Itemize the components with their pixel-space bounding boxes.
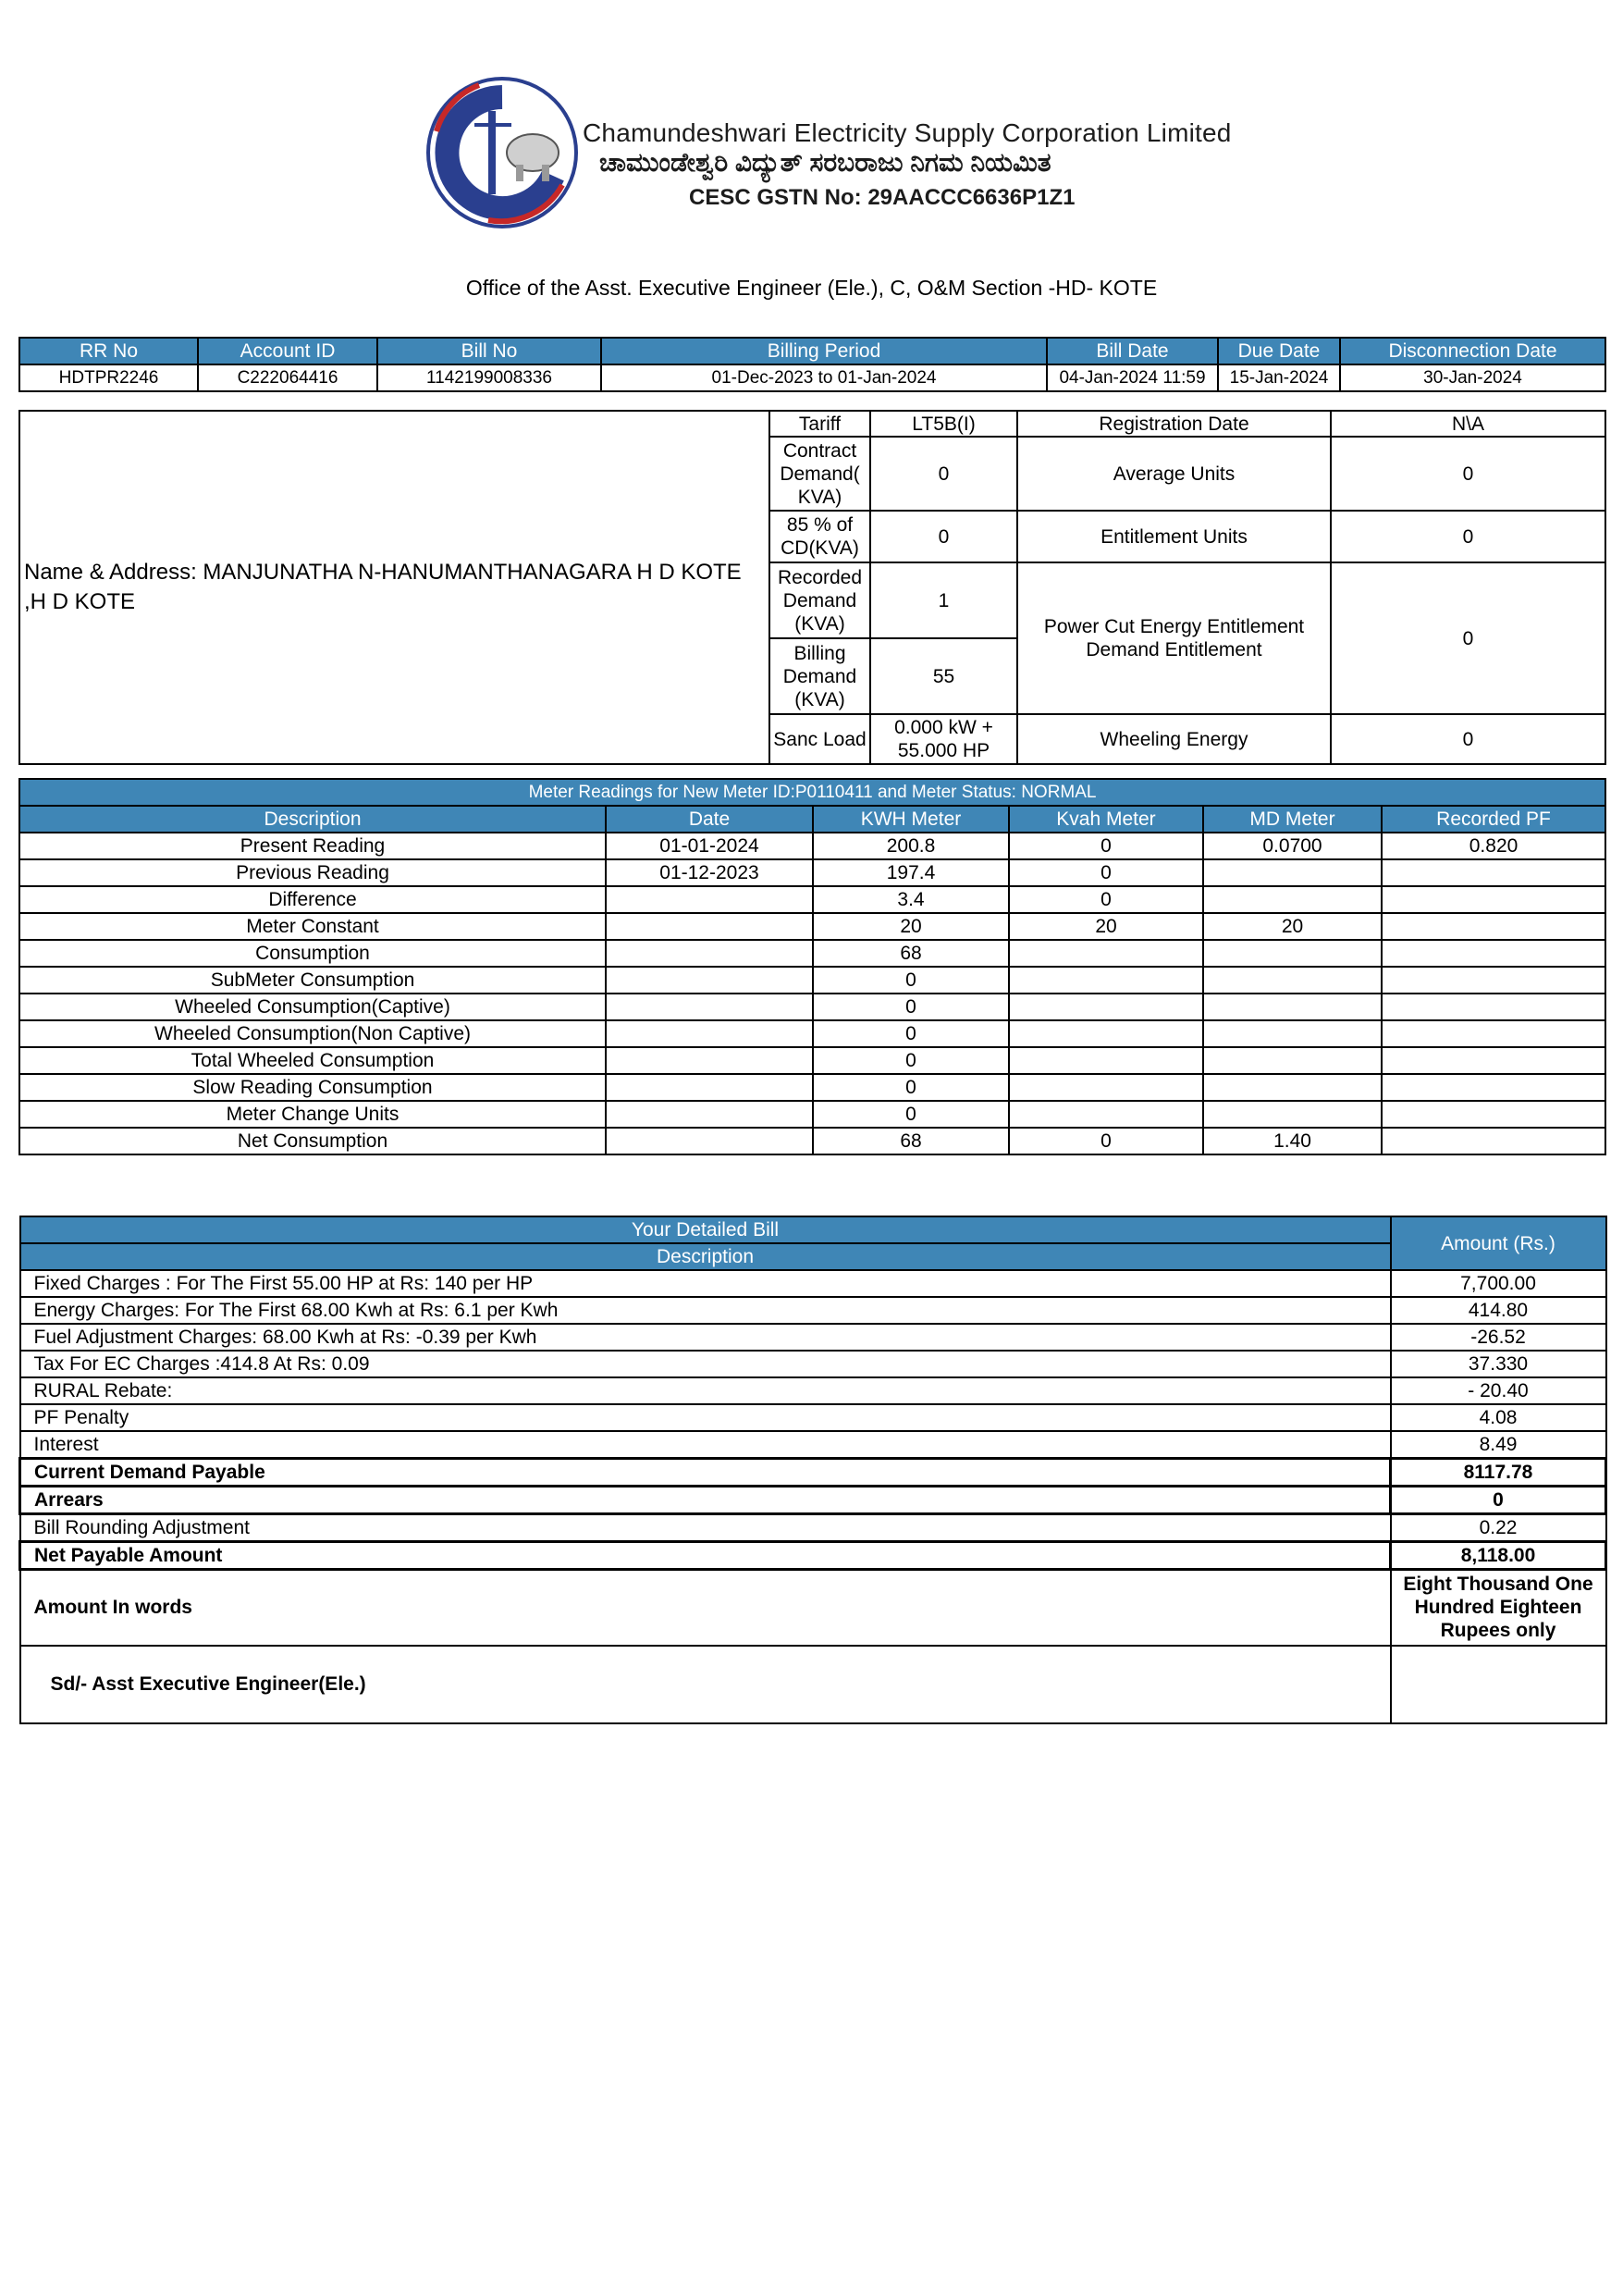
- current-demand-label: Current Demand Payable: [20, 1459, 1391, 1487]
- meter-cell-description: Wheeled Consumption(Non Captive): [19, 1020, 606, 1047]
- power-cut-label: Power Cut Energy Entitlement Demand Entitlement: [1017, 562, 1331, 714]
- meter-cell-pf: [1382, 1074, 1605, 1101]
- meter-cell-description: Meter Constant: [19, 913, 606, 940]
- meter-cell-md: 20: [1203, 913, 1382, 940]
- company-name-kannada: ಚಾಮುಂಡೇಶ್ವರಿ ವಿದ್ಯುತ್ ಸರಬರಾಜು ನಿಗಮ ನಿಯಮಿತ: [599, 148, 1051, 177]
- rr-no: HDTPR2246: [19, 364, 198, 391]
- meter-cell-kwh: 0: [813, 1020, 1009, 1047]
- charge-amount: 8.49: [1391, 1431, 1606, 1459]
- recorded-demand-value: 1: [870, 562, 1017, 638]
- charge-description: Energy Charges: For The First 68.00 Kwh at Rs: 6.1 per Kwh: [20, 1297, 1391, 1324]
- sanc-load-value: 0.000 kW + 55.000 HP: [870, 714, 1017, 764]
- bill-summary-values: [19, 364, 1605, 391]
- amount-in-words-value: Eight Thousand One Hundred Eighteen Rupees only: [1391, 1570, 1606, 1646]
- header-billing-period: Billing Period: [601, 338, 1047, 364]
- meter-row: [19, 913, 1605, 940]
- bill-no: 1142199008336: [377, 364, 601, 391]
- net-payable-label: Net Payable Amount: [20, 1542, 1391, 1570]
- meter-header-kwh: KWH Meter: [813, 806, 1009, 833]
- registration-date-label: Registration Date: [1017, 411, 1331, 437]
- meter-cell-kvah: [1009, 940, 1203, 967]
- charge-amount: -26.52: [1391, 1324, 1606, 1351]
- meter-cell-pf: [1382, 913, 1605, 940]
- meter-row: [19, 1047, 1605, 1074]
- meter-cell-description: Wheeled Consumption(Captive): [19, 994, 606, 1020]
- current-demand-value: 8117.78: [1391, 1459, 1606, 1487]
- charge-row: [20, 1377, 1606, 1404]
- meter-cell-kwh: 200.8: [813, 833, 1009, 859]
- tariff-label: Tariff: [769, 411, 870, 437]
- tariff-value: LT5B(I): [870, 411, 1017, 437]
- meter-cell-date: [606, 913, 813, 940]
- meter-cell-kvah: [1009, 1101, 1203, 1128]
- signature: Sd/- Asst Executive Engineer(Ele.): [20, 1646, 1391, 1723]
- company-name: Chamundeshwari Electricity Supply Corporation Limited: [583, 118, 1232, 147]
- meter-cell-kvah: [1009, 994, 1203, 1020]
- meter-cell-pf: [1382, 994, 1605, 1020]
- meter-cell-description: Meter Change Units: [19, 1101, 606, 1128]
- meter-cell-date: [606, 1047, 813, 1074]
- meter-cell-kwh: 68: [813, 940, 1009, 967]
- meter-cell-kvah: [1009, 1047, 1203, 1074]
- charge-amount: 37.330: [1391, 1351, 1606, 1377]
- meter-cell-pf: [1382, 1128, 1605, 1154]
- meter-cell-description: Difference: [19, 886, 606, 913]
- meter-cell-kwh: 20: [813, 913, 1009, 940]
- billing-demand-label: Billing Demand (KVA): [769, 638, 870, 714]
- header-disconnection-date: Disconnection Date: [1340, 338, 1605, 364]
- bill-summary-header: [19, 338, 1605, 364]
- customer-name-address: Name & Address: MANJUNATHA N-HANUMANTHANAGARA H D KOTE ,H D KOTE: [19, 411, 769, 764]
- meter-cell-description: Consumption: [19, 940, 606, 967]
- charge-amount: - 20.40: [1391, 1377, 1606, 1404]
- meter-cell-kwh: 0: [813, 1047, 1009, 1074]
- meter-cell-pf: [1382, 1101, 1605, 1128]
- meter-row: [19, 1074, 1605, 1101]
- meter-cell-kwh: 0: [813, 1074, 1009, 1101]
- charge-row: [20, 1404, 1606, 1431]
- meter-cell-date: [606, 1020, 813, 1047]
- charge-description: Fuel Adjustment Charges: 68.00 Kwh at Rs: -0.39 per Kwh: [20, 1324, 1391, 1351]
- meter-cell-kvah: 0: [1009, 886, 1203, 913]
- meter-cell-pf: [1382, 967, 1605, 994]
- meter-cell-kvah: 20: [1009, 913, 1203, 940]
- recorded-demand-label: Recorded Demand (KVA): [769, 562, 870, 638]
- cd85-label: 85 % of CD(KVA): [769, 511, 870, 562]
- meter-row: [19, 1128, 1605, 1154]
- detailed-bill-title: Your Detailed Bill: [20, 1216, 1391, 1243]
- header-bill-no: Bill No: [377, 338, 601, 364]
- disconnection-date: 30-Jan-2024: [1340, 364, 1605, 391]
- average-units-value: 0: [1331, 437, 1605, 511]
- charge-row: [20, 1324, 1606, 1351]
- contract-demand-value: 0: [870, 437, 1017, 511]
- arrears-value: 0: [1391, 1487, 1606, 1514]
- meter-cell-description: Present Reading: [19, 833, 606, 859]
- bill-date: 04-Jan-2024 11:59: [1047, 364, 1218, 391]
- amount-header: Amount (Rs.): [1391, 1216, 1606, 1270]
- gstn-number: CESC GSTN No: 29AACCC6636P1Z1: [689, 185, 1076, 210]
- meter-cell-kvah: 0: [1009, 1128, 1203, 1154]
- meter-cell-date: [606, 1101, 813, 1128]
- header-account-id: Account ID: [198, 338, 377, 364]
- meter-row: [19, 1101, 1605, 1128]
- meter-cell-date: 01-01-2024: [606, 833, 813, 859]
- charge-amount: 7,700.00: [1391, 1270, 1606, 1297]
- meter-cell-md: [1203, 967, 1382, 994]
- meter-cell-pf: [1382, 1047, 1605, 1074]
- meter-cell-md: [1203, 859, 1382, 886]
- charge-row: [20, 1297, 1606, 1324]
- amount-in-words-label: Amount In words: [20, 1570, 1391, 1646]
- meter-cell-date: [606, 886, 813, 913]
- header-bill-date: Bill Date: [1047, 338, 1218, 364]
- meter-cell-md: [1203, 1074, 1382, 1101]
- charge-row: [20, 1351, 1606, 1377]
- meter-cell-date: [606, 940, 813, 967]
- meter-row: [19, 994, 1605, 1020]
- meter-row: [19, 886, 1605, 913]
- due-date: 15-Jan-2024: [1218, 364, 1340, 391]
- office-title: Office of the Asst. Executive Engineer (Ele.), C, O&M Section -HD- KOTE: [465, 276, 1158, 300]
- meter-cell-md: [1203, 1047, 1382, 1074]
- charge-description: PF Penalty: [20, 1404, 1391, 1431]
- charge-amount: 4.08: [1391, 1404, 1606, 1431]
- arrears-label: Arrears: [20, 1487, 1391, 1514]
- meter-title: Meter Readings for New Meter ID:P0110411 and Meter Status: NORMAL: [19, 779, 1605, 806]
- charge-description: RURAL Rebate:: [20, 1377, 1391, 1404]
- meter-cell-pf: [1382, 1020, 1605, 1047]
- meter-cell-md: [1203, 1020, 1382, 1047]
- cesc-logo: [424, 74, 581, 231]
- wheeling-energy-value: 0: [1331, 714, 1605, 764]
- meter-cell-md: 0.0700: [1203, 833, 1382, 859]
- charge-row: [20, 1431, 1606, 1459]
- billing-demand-value: 55: [870, 638, 1017, 714]
- meter-header-md: MD Meter: [1203, 806, 1382, 833]
- meter-cell-kwh: 0: [813, 967, 1009, 994]
- contract-demand-label: Contract Demand( KVA): [769, 437, 870, 511]
- meter-cell-pf: [1382, 886, 1605, 913]
- meter-header-description: Description: [19, 806, 606, 833]
- rounding-label: Bill Rounding Adjustment: [20, 1514, 1391, 1542]
- meter-cell-description: Slow Reading Consumption: [19, 1074, 606, 1101]
- meter-cell-kwh: 0: [813, 994, 1009, 1020]
- meter-cell-md: [1203, 886, 1382, 913]
- meter-row: [19, 967, 1605, 994]
- meter-cell-kwh: 68: [813, 1128, 1009, 1154]
- meter-row: [19, 940, 1605, 967]
- meter-row: [19, 1020, 1605, 1047]
- entitlement-units-value: 0: [1331, 511, 1605, 562]
- header-due-date: Due Date: [1218, 338, 1340, 364]
- header-rr-no: RR No: [19, 338, 198, 364]
- entitlement-units-label: Entitlement Units: [1017, 511, 1331, 562]
- charge-description: Tax For EC Charges :414.8 At Rs: 0.09: [20, 1351, 1391, 1377]
- meter-cell-date: [606, 967, 813, 994]
- sanc-load-label: Sanc Load: [769, 714, 870, 764]
- bill-summary-table: [18, 337, 1606, 392]
- meter-cell-description: Net Consumption: [19, 1128, 606, 1154]
- meter-rows: [19, 833, 1605, 1154]
- charge-rows: [20, 1270, 1606, 1459]
- cd85-value: 0: [870, 511, 1017, 562]
- account-id: C222064416: [198, 364, 377, 391]
- charge-row: [20, 1270, 1606, 1297]
- customer-tariff-table: [18, 410, 1606, 765]
- meter-cell-kvah: 0: [1009, 833, 1203, 859]
- charge-description: Interest: [20, 1431, 1391, 1459]
- detailed-bill-table: [18, 1216, 1607, 1724]
- meter-cell-md: 1.40: [1203, 1128, 1382, 1154]
- average-units-label: Average Units: [1017, 437, 1331, 511]
- meter-cell-kwh: 197.4: [813, 859, 1009, 886]
- meter-header-pf: Recorded PF: [1382, 806, 1605, 833]
- meter-cell-date: [606, 1128, 813, 1154]
- charge-amount: 414.80: [1391, 1297, 1606, 1324]
- meter-cell-kvah: 0: [1009, 859, 1203, 886]
- billing-period: 01-Dec-2023 to 01-Jan-2024: [601, 364, 1047, 391]
- meter-cell-md: [1203, 940, 1382, 967]
- meter-cell-md: [1203, 1101, 1382, 1128]
- wheeling-energy-label: Wheeling Energy: [1017, 714, 1331, 764]
- meter-cell-date: [606, 1074, 813, 1101]
- meter-readings-table: [18, 778, 1606, 1155]
- meter-cell-description: Total Wheeled Consumption: [19, 1047, 606, 1074]
- meter-row: [19, 859, 1605, 886]
- meter-cell-md: [1203, 994, 1382, 1020]
- meter-cell-kwh: 3.4: [813, 886, 1009, 913]
- rounding-value: 0.22: [1391, 1514, 1606, 1542]
- signature-blank: [1391, 1646, 1606, 1723]
- power-cut-value: 0: [1331, 562, 1605, 714]
- registration-date-value: N\A: [1331, 411, 1605, 437]
- charge-description: Fixed Charges : For The First 55.00 HP at Rs: 140 per HP: [20, 1270, 1391, 1297]
- meter-header-date: Date: [606, 806, 813, 833]
- meter-cell-kwh: 0: [813, 1101, 1009, 1128]
- meter-row: [19, 833, 1605, 859]
- meter-cell-description: SubMeter Consumption: [19, 967, 606, 994]
- meter-cell-date: 01-12-2023: [606, 859, 813, 886]
- meter-cell-kvah: [1009, 967, 1203, 994]
- meter-cell-kvah: [1009, 1074, 1203, 1101]
- description-header: Description: [20, 1243, 1391, 1270]
- meter-cell-pf: 0.820: [1382, 833, 1605, 859]
- meter-cell-pf: [1382, 940, 1605, 967]
- meter-cell-description: Previous Reading: [19, 859, 606, 886]
- meter-cell-pf: [1382, 859, 1605, 886]
- meter-header-kvah: Kvah Meter: [1009, 806, 1203, 833]
- meter-cell-date: [606, 994, 813, 1020]
- meter-cell-kvah: [1009, 1020, 1203, 1047]
- net-payable-value: 8,118.00: [1391, 1542, 1606, 1570]
